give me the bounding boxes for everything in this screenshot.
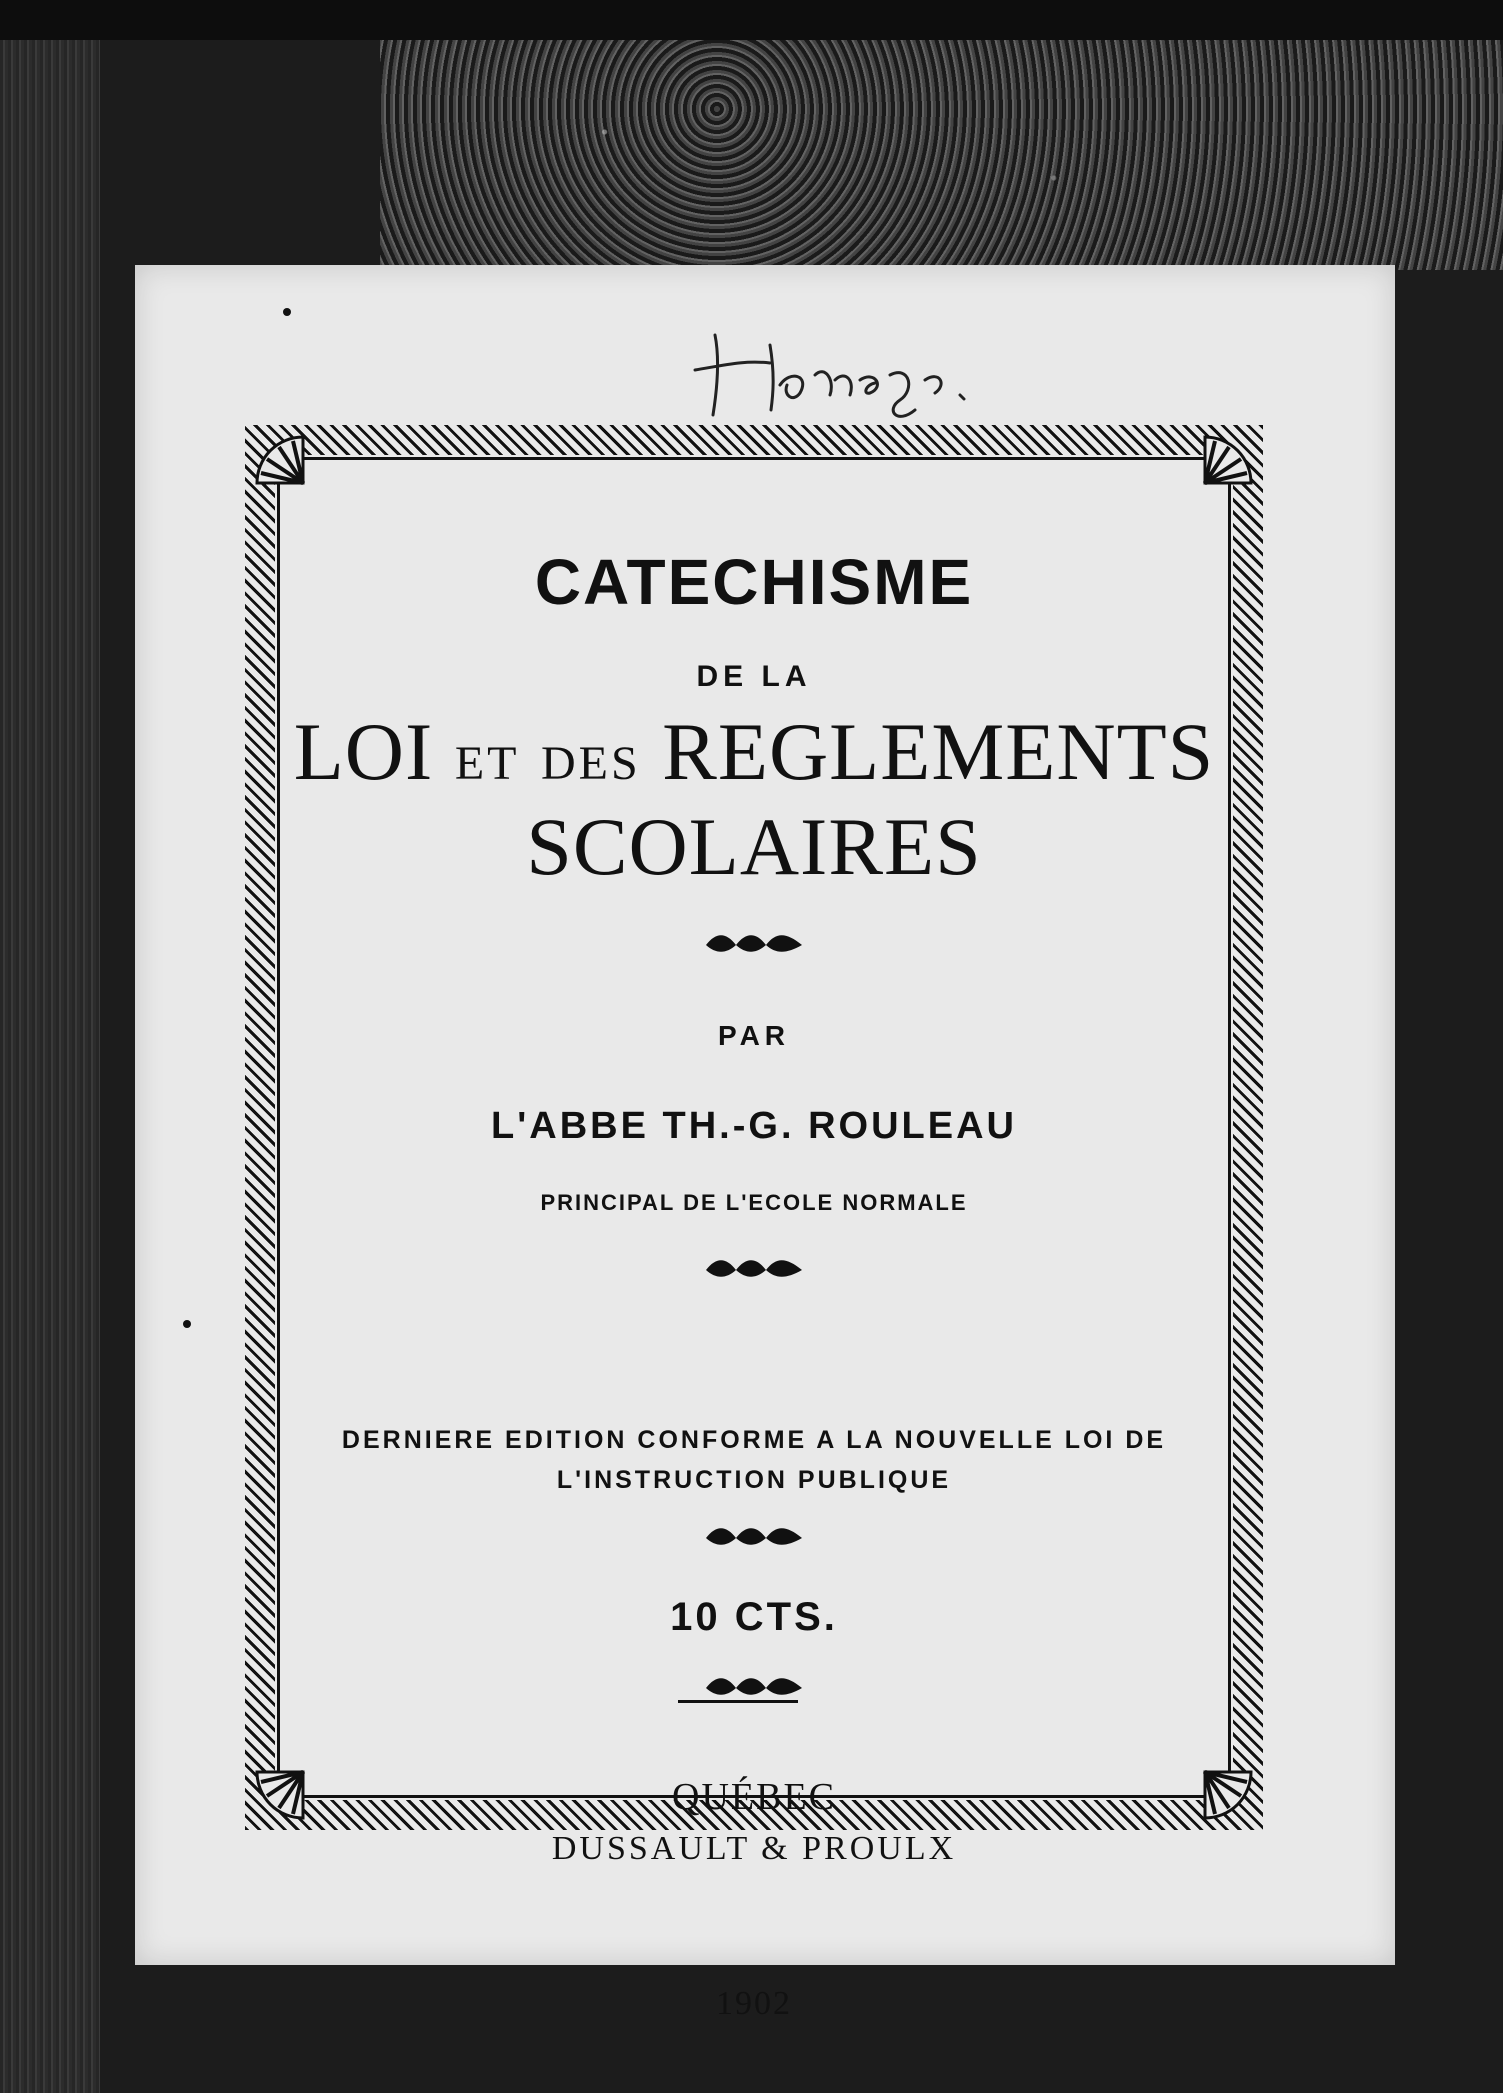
author-role: PRINCIPAL DE L'ECOLE NORMALE [540,1190,968,1215]
by-label: PAR [717,1020,791,1051]
publisher-name: DUSSAULT & PROULX [551,1830,957,1867]
corner-fan-ornament-icon [1201,433,1255,487]
publication-city: QUÉBEC [672,1776,836,1818]
top-edge [0,0,1503,40]
title-word-des: DES [540,737,641,790]
title-word-loi: LOI [293,706,434,797]
title-word-reglements: REGLEMENTS [662,706,1215,797]
wave-ornament-icon [704,930,804,960]
handwritten-signature [685,315,1015,425]
wave-ornament-icon [704,1673,804,1703]
divider-rule [678,1700,798,1703]
wave-ornament-icon [704,1255,804,1285]
publication-year: 1902 [716,1985,792,2022]
title-catechisme: CATECHISME [534,546,974,618]
edition-note [280,1420,1228,1500]
title-scolaires: SCOLAIRES [526,801,982,892]
edition-line-2: L'INSTRUCTION PUBLIQUE [556,1466,952,1494]
book-spine [0,40,100,2093]
corner-fan-ornament-icon [253,433,307,487]
marbled-cover-background [380,40,1503,270]
title-word-et: ET [454,737,520,790]
title-page [135,265,1395,2022]
title-de-la: DE LA [696,660,812,693]
ink-speck [283,308,291,316]
title-loi-reglements [280,705,1228,799]
wave-ornament-icon [704,1523,804,1553]
ink-speck [183,1320,191,1328]
edition-line-1: DERNIERE EDITION CONFORME A LA NOUVELLE LOI DE [341,1426,1167,1454]
author-name: L'ABBE TH.-G. ROULEAU [491,1105,1017,1147]
price: 10 CTS. [670,1595,838,1639]
